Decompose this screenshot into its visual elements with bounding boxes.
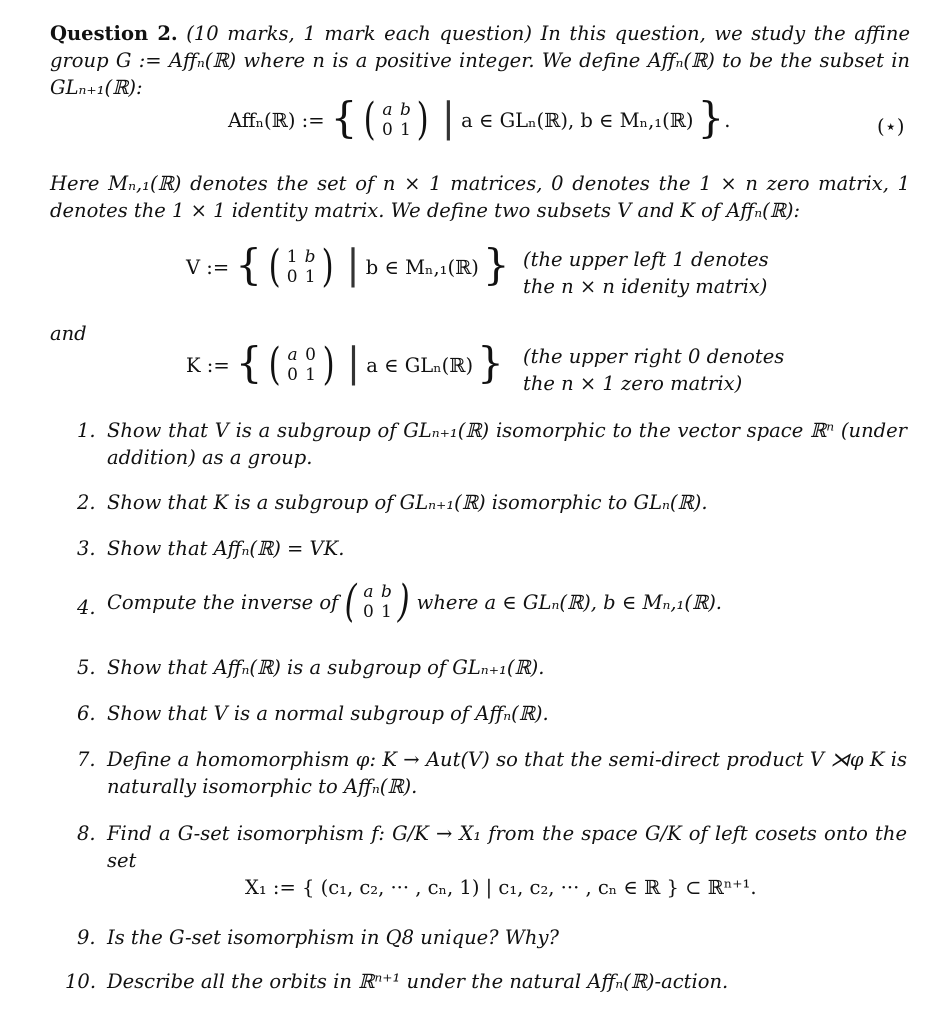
- aff-matrix-a: a: [382, 100, 393, 120]
- v-condition: b ∈ Mₙ,₁(ℝ): [365, 255, 479, 279]
- aff-matrix-1: 1: [400, 120, 411, 140]
- v-definition: V := { ( 1 b 0 1 ) | b ∈ Mₙ,₁(ℝ) }: [186, 240, 510, 292]
- and-word: and: [50, 322, 87, 345]
- list-item-9: 9. Is the G-set isomorphism in Q8 unique? Why?: [77, 926, 559, 949]
- aff-definition: [228, 93, 731, 145]
- k-matrix: ( a 0 0 1 ): [268, 339, 335, 390]
- k-lhs: K :=: [186, 353, 230, 377]
- star-tag: (⋆): [877, 115, 905, 138]
- here-paragraph: Here Mₙ,₁(ℝ) denotes the set of n × 1 matrices, 0 denotes the 1 × n zero matrix, 1 denotes the 1 × 1 identity matrix. We define two subsets V and K of Affₙ(ℝ):: [50, 172, 910, 222]
- list-item-7: 7. Define a homomorphism φ: K → Aut(V) so that the semi-direct product V ⋊φ K is naturally isomorphic to Affₙ(ℝ).: [77, 748, 907, 798]
- aff-condition: a ∈ GLₙ(ℝ), b ∈ Mₙ,₁(ℝ): [461, 108, 694, 132]
- v-note: (the upper left 1 denotes the n × n idenity matrix): [523, 248, 769, 298]
- list-item-8: 8. Find a G-set isomorphism f: G/K → X₁ from the space G/K of left cosets onto the set: [77, 822, 907, 872]
- right-brace: }: [697, 93, 725, 142]
- k-note: (the upper right 0 denotes the n × 1 zero matrix): [523, 345, 785, 395]
- set-bar: |: [441, 95, 456, 141]
- list-item-3: 3. Show that Affₙ(ℝ) = VK.: [77, 537, 345, 560]
- list-item-4: 4. Compute the inverse of ( a b 0 1 ) where a ∈ GLₙ(ℝ), b ∈ Mₙ,₁(ℝ).: [77, 576, 722, 627]
- v-matrix: ( 1 b 0 1 ): [268, 241, 334, 292]
- inverse-matrix: ( a b 0 1 ): [344, 576, 411, 627]
- list-item-6: 6. Show that V is a normal subgroup of Affₙ(ℝ).: [77, 702, 549, 725]
- aff-matrix-0: 0: [382, 120, 393, 140]
- k-condition: a ∈ GLₙ(ℝ): [366, 353, 474, 377]
- list-item-5: 5. Show that Affₙ(ℝ) is a subgroup of GLₙ₊₁(ℝ).: [77, 656, 545, 679]
- list-item-1: 1. Show that V is a subgroup of GLₙ₊₁(ℝ) isomorphic to the vector space ℝⁿ (under addition) as a group.: [77, 419, 907, 469]
- intro-paragraph: [50, 20, 910, 101]
- intro-text: (10 marks, 1 mark each question) In this question, we study the affine group G := Affₙ(ℝ) where n is a positive integer. We define Affₙ(ℝ) to be the subset in GLₙ₊₁(ℝ):: [50, 22, 910, 99]
- question-label: Question 2.: [50, 22, 178, 45]
- list-item-10: 10. Describe all the orbits in ℝⁿ⁺¹ under the natural Affₙ(ℝ)-action.: [65, 970, 729, 993]
- v-lhs: V :=: [186, 255, 230, 279]
- left-brace: {: [330, 93, 358, 142]
- aff-matrix: ( a b 0 1 ): [363, 94, 430, 145]
- aff-lhs: Affₙ(ℝ) :=: [228, 108, 325, 132]
- aff-matrix-b: b: [400, 100, 411, 120]
- k-definition: K := { ( a 0 0 1 ) | a ∈ GLₙ(ℝ) }: [186, 338, 504, 390]
- list-item-2: 2. Show that K is a subgroup of GLₙ₊₁(ℝ) isomorphic to GLₙ(ℝ).: [77, 491, 708, 514]
- x1-formula: X₁ := { (c₁, c₂, ··· , cₙ, 1) | c₁, c₂, ··· , cₙ ∈ ℝ } ⊂ ℝⁿ⁺¹.: [245, 876, 757, 899]
- aff-period: .: [724, 108, 731, 132]
